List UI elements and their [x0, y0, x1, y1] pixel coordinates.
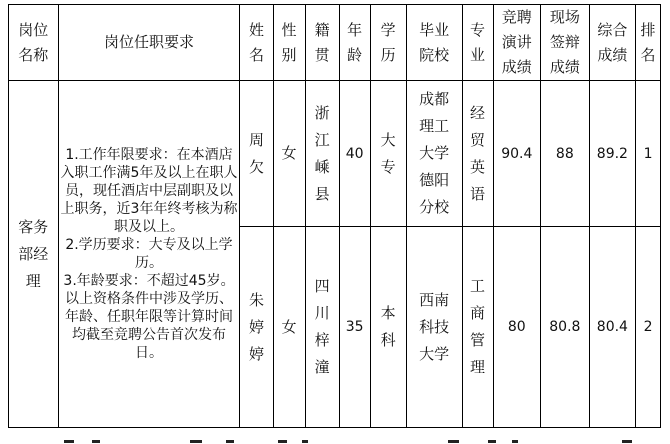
candidate-speech-score: 80 — [493, 227, 541, 428]
header-requirements: 岗位任职要求 — [58, 5, 240, 81]
position-name-cell: 客务 部经 理 — [9, 81, 59, 428]
header-debate-score: 现场 签辩 成绩 — [541, 5, 590, 81]
table-row — [9, 81, 661, 227]
candidate-education: 大 专 — [370, 81, 406, 227]
candidate-name: 朱 婷 婷 — [240, 227, 273, 428]
header-major: 专业 — [462, 5, 493, 81]
candidate-age: 35 — [339, 227, 370, 428]
requirement-item: 2.学历要求：大专及以上学历。 — [65, 237, 233, 271]
candidate-native-place: 浙 江 嵊 县 — [305, 81, 339, 227]
candidate-debate-score: 88 — [541, 81, 590, 227]
header-total-score: 综合 成绩 — [589, 5, 635, 81]
header-position-name: 岗位 名称 — [9, 5, 59, 81]
candidate-age: 40 — [339, 81, 370, 227]
candidate-rank: 2 — [636, 227, 661, 428]
header-name: 姓 名 — [240, 5, 273, 81]
header-school: 毕业 院校 — [406, 5, 462, 81]
header-speech-score: 竞聘 演讲 成绩 — [493, 5, 541, 81]
candidate-school: 西南 科技 大学 — [406, 227, 462, 428]
requirement-item: 1.工作年限要求：在本酒店入职工作满5年及以上在职人员，现任酒店中层副职及以上职务，近3年年终考核为称职及以上。 — [60, 147, 238, 235]
candidate-name: 周 欠 — [240, 81, 273, 227]
candidate-education: 本 科 — [370, 227, 406, 428]
clipped-next-line — [0, 440, 670, 444]
candidate-gender: 女 — [273, 81, 305, 227]
header-education: 学 历 — [370, 5, 406, 81]
requirement-item: 以上资格条件中涉及学历、年龄、任职年限等计算时间均截至竞聘公告首次发布日。 — [65, 291, 234, 361]
candidate-rank: 1 — [636, 81, 661, 227]
header-rank: 排 名 — [636, 5, 661, 81]
requirements-cell — [58, 81, 240, 428]
candidate-debate-score: 80.8 — [541, 227, 590, 428]
candidate-major: 经 贸 英 语 — [462, 81, 493, 227]
header-age: 年 龄 — [339, 5, 370, 81]
header-native-place: 籍 贯 — [305, 5, 339, 81]
requirement-item: 3.年龄要求：不超过45岁。 — [63, 273, 235, 289]
candidate-total-score: 80.4 — [589, 227, 635, 428]
candidate-major: 工 商 管 理 — [462, 227, 493, 428]
candidate-school: 成都 理工 大学 德阳 分校 — [406, 81, 462, 227]
header-gender: 性 别 — [273, 5, 305, 81]
header-row — [9, 5, 661, 81]
candidate-total-score: 89.2 — [589, 81, 635, 227]
candidate-speech-score: 90.4 — [493, 81, 541, 227]
candidate-gender: 女 — [273, 227, 305, 428]
candidate-table — [8, 4, 661, 428]
candidate-native-place: 四 川 梓 潼 — [305, 227, 339, 428]
